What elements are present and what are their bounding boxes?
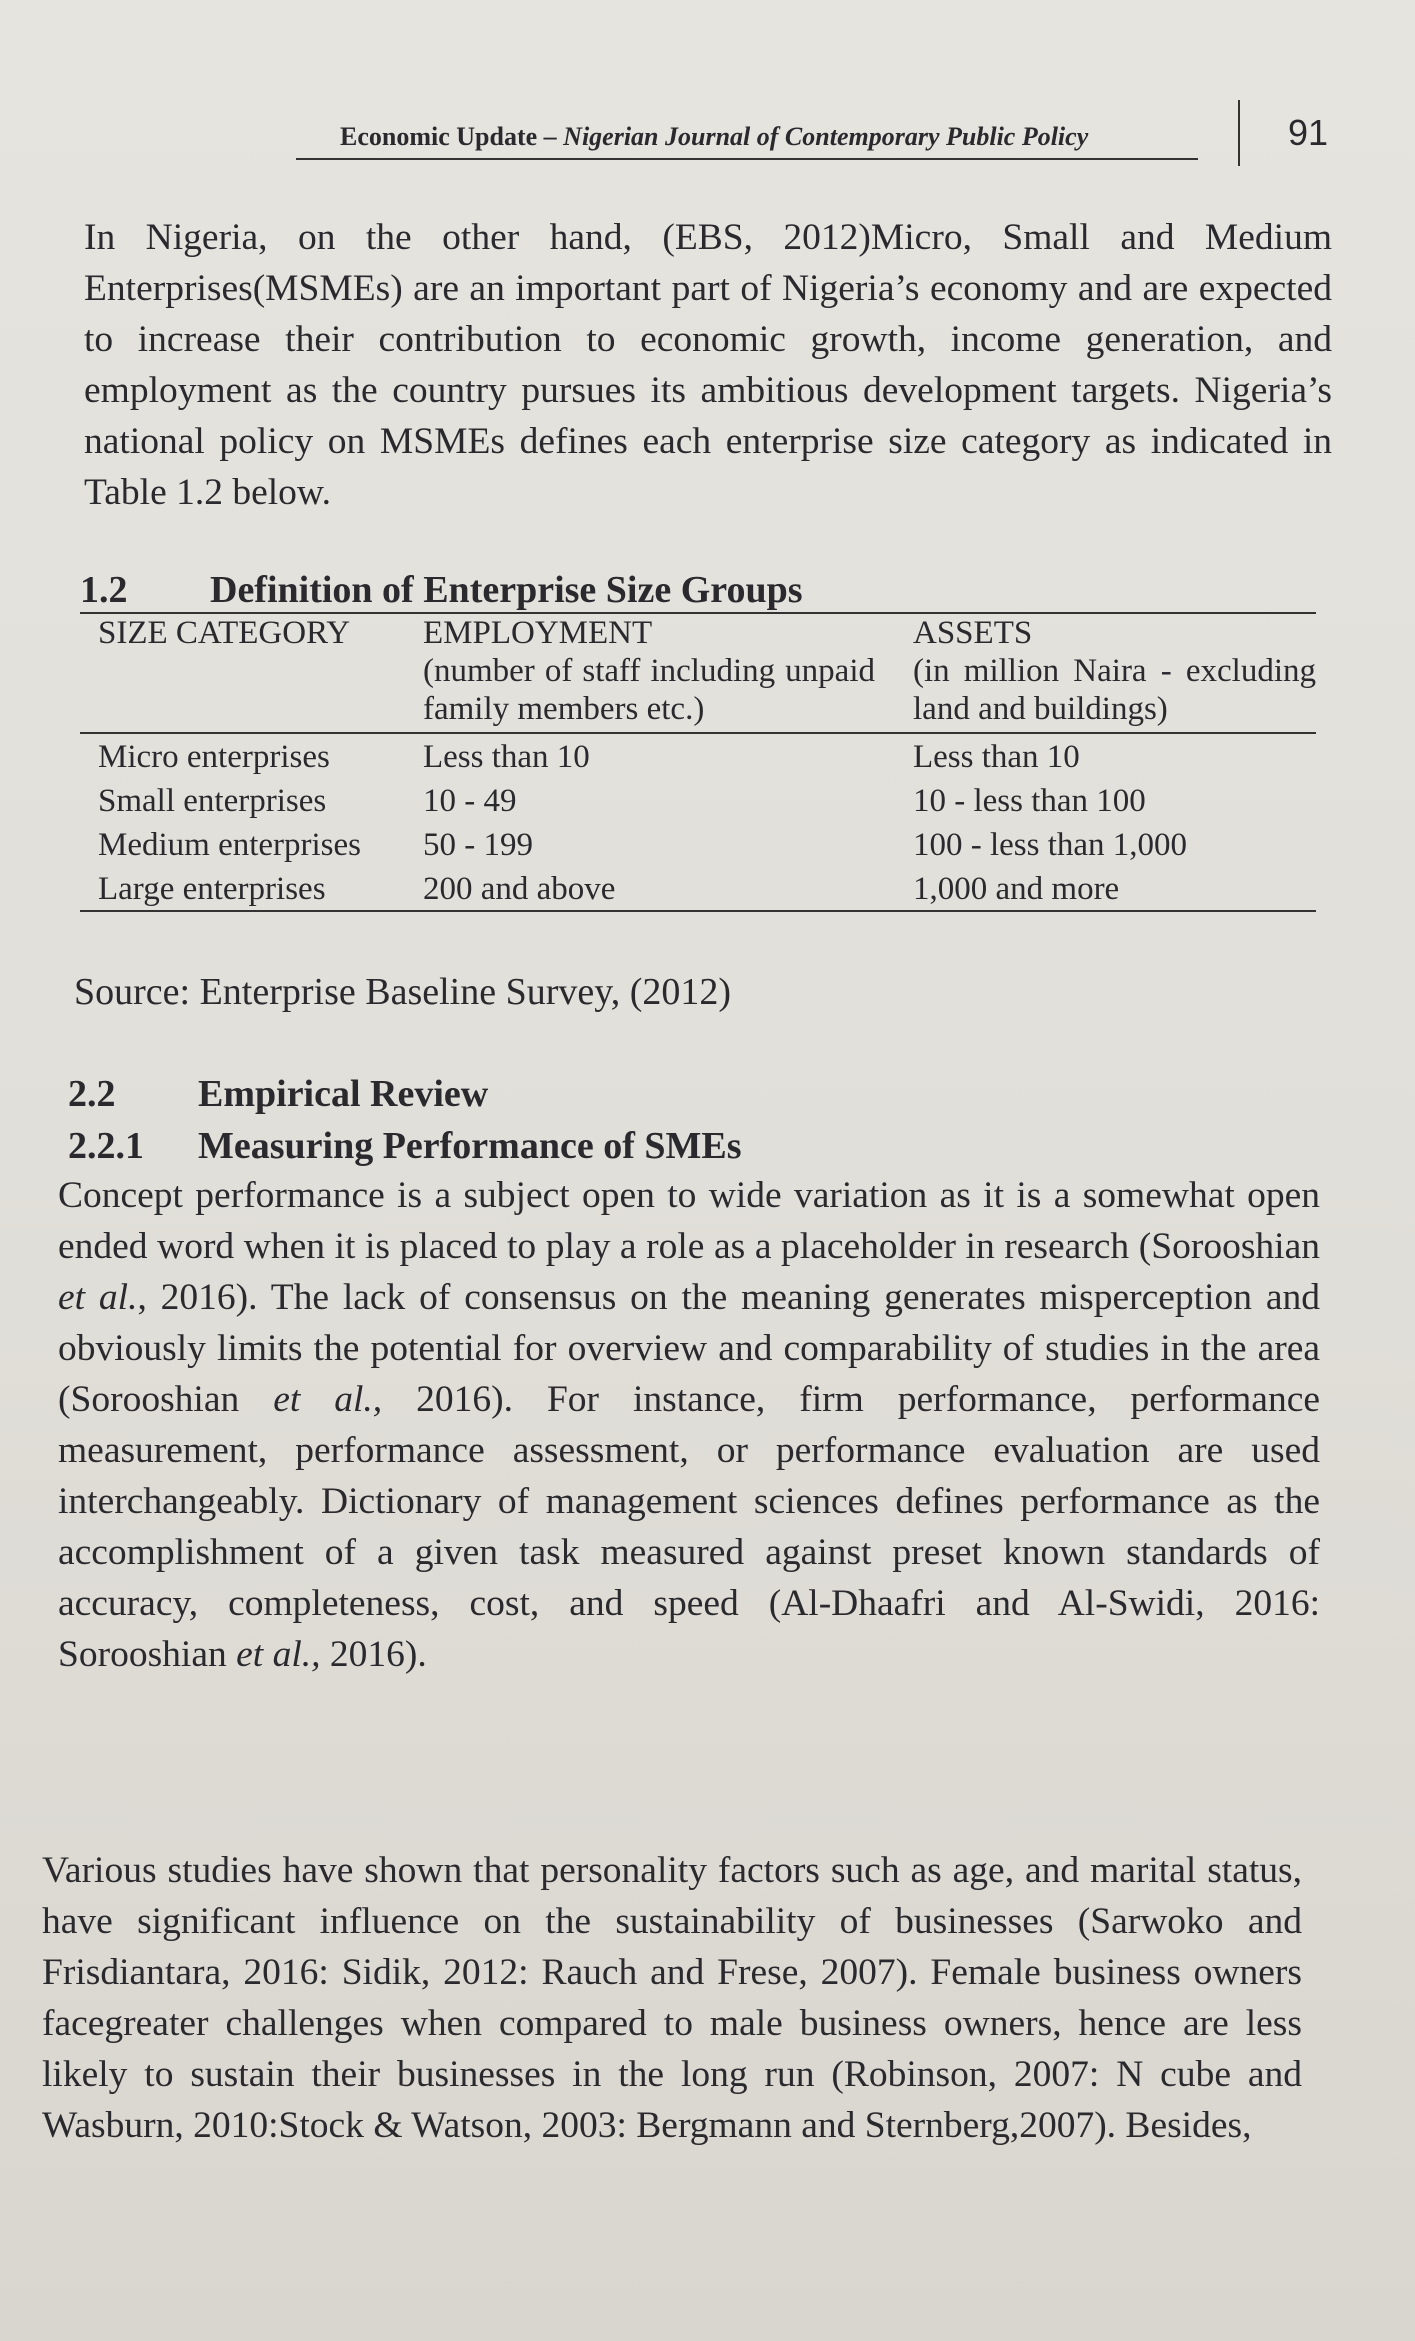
row-assets: 100 - less than 1,000 — [913, 827, 1188, 863]
intro-paragraph: In Nigeria, on the other hand, (EBS, 2012)Micro, Small and Medium Enterprises(MSMEs) are an important part of Nigeria’s economy and are expected to increase their contribution to economic growth, income generation, and employment as the country pursues its ambitious development targets. Nigeria’s national policy on MSMEs defines each enterprise size category as indicated in Table 1.2 below. — [84, 217, 1332, 513]
et-al-italic: et al., — [273, 1379, 383, 1420]
row-assets: 10 - less than 100 — [913, 783, 1146, 819]
et-al-italic: et al., — [236, 1634, 321, 1675]
row-employment: Less than 10 — [423, 739, 590, 775]
subsection-number: 2.2.1 — [68, 1125, 144, 1167]
row-assets: 1,000 and more — [913, 871, 1120, 907]
header-assets — [913, 614, 1316, 733]
employment-note: (number of staff including unpaid family members etc.) — [423, 653, 875, 727]
table-row — [80, 733, 1316, 778]
row-category: Small enterprises — [98, 783, 327, 819]
table-source: Source: Enterprise Baseline Survey, (2012) — [74, 971, 732, 1013]
row-employment: 50 - 199 — [423, 827, 533, 863]
employment-label: EMPLOYMENT — [423, 615, 653, 651]
header-employment — [423, 614, 913, 733]
table-row — [80, 778, 1316, 822]
header-divider — [1238, 100, 1240, 166]
table-title — [80, 568, 1316, 614]
paragraph-text: 2016). — [320, 1634, 427, 1675]
section-heading — [68, 1068, 488, 1120]
running-head — [296, 122, 1198, 160]
table-row — [80, 822, 1316, 866]
assets-note: (in million Naira - excluding land and buildings) — [913, 653, 1316, 727]
paragraph-text: Concept performance is a subject open to wide variation as it is a somewhat open ended word when it is placed to play a role as a placeholder in research (Sorooshian — [58, 1175, 1320, 1267]
assets-label: ASSETS — [913, 615, 1033, 651]
paragraph-text: 2016). For instance, firm performance, performance measurement, performance assessment, or performance evaluation are used interchangeably. Dictionary of management sciences defines performance as the accomplishment of a given task measured against preset known standards of accuracy, completeness, cost, and speed (Al-Dhaafri and Al-Swidi, 2016: Sorooshian — [58, 1379, 1320, 1675]
table-caption: Definition of Enterprise Size Groups — [210, 569, 803, 611]
row-employment: 200 and above — [423, 871, 616, 907]
running-head-prefix: Economic Update – — [340, 122, 564, 151]
subsection-title: Measuring Performance of SMEs — [198, 1125, 742, 1167]
row-assets: Less than 10 — [913, 739, 1080, 775]
table-row — [80, 866, 1316, 911]
performance-paragraph — [58, 1170, 1320, 1680]
row-category: Large enterprises — [98, 871, 326, 907]
table-number: 1.2 — [80, 569, 128, 611]
enterprise-size-table — [80, 614, 1316, 912]
section-title: Empirical Review — [198, 1073, 489, 1115]
row-employment: 10 - 49 — [423, 783, 517, 819]
row-category: Medium enterprises — [98, 827, 362, 863]
section-number: 2.2 — [68, 1073, 116, 1115]
table-header-row — [80, 614, 1316, 733]
header-size-category: SIZE CATEGORY — [98, 615, 351, 651]
et-al-italic: et al. — [58, 1277, 138, 1318]
personality-paragraph: Various studies have shown that personality factors such as age, and marital status, have significant influence on the sustainability of businesses (Sarwoko and Frisdiantara, 2016: Sidik, 2012: Rauch and Frese, 2007). Female business owners facegreater challenges when compared to male business owners, hence are less likely to sustain their businesses in the long run (Robinson, 2007: N cube and Wasburn, 2010:Stock & Watson, 2003: Bergmann and Sternberg,2007). Besides, — [42, 1850, 1302, 2146]
subsection-heading — [68, 1120, 742, 1172]
paragraph-text: , 2016). The lack of consensus on the meaning generates misperception and obviously limits the potential for overview and comparability of studies in the area (Sorooshian — [58, 1277, 1320, 1420]
row-category: Micro enterprises — [98, 739, 330, 775]
page-number: 91 — [1288, 112, 1329, 153]
journal-title: Nigerian Journal of Contemporary Public Policy — [563, 122, 1089, 151]
